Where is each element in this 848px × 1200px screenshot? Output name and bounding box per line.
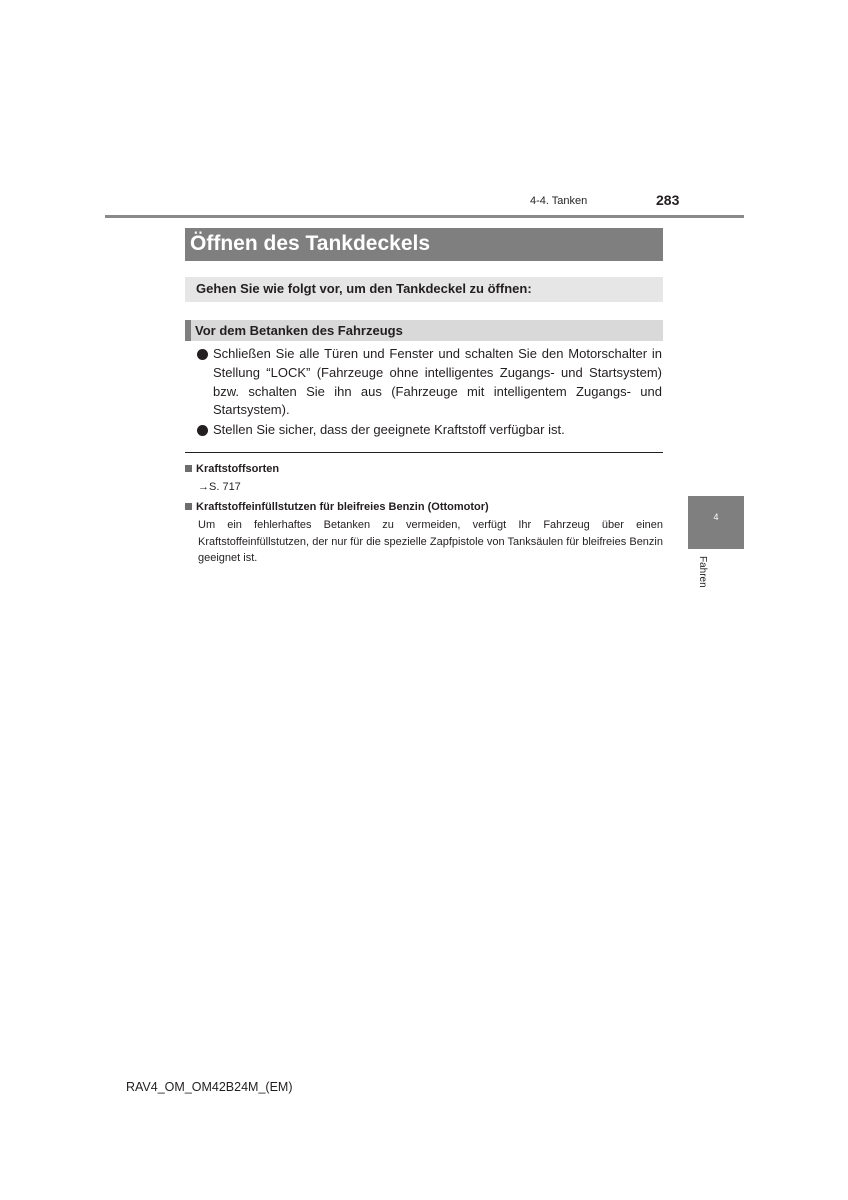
note-heading: Kraftstoffsorten bbox=[196, 463, 280, 475]
square-bullet-icon bbox=[185, 503, 192, 510]
arrow-icon: → bbox=[198, 481, 209, 493]
footer-code: RAV4_OM_OM42B24M_(EM) bbox=[126, 1080, 293, 1094]
chapter-label: Fahren bbox=[697, 556, 708, 588]
bullet-list bbox=[196, 345, 662, 441]
note-body: Um ein fehlerhaftes Betanken zu vermeiden, verfügt Ihr Fahrzeug über einen Kraftstoffeinfüllstutzen, der nur für die spezielle Zapfpistole von Tanksäulen für bleifreies Benzin geeignet ist. bbox=[198, 519, 663, 564]
subheading: Vor dem Betanken des Fahrzeugs bbox=[185, 320, 663, 341]
list-item bbox=[196, 421, 662, 440]
bullet-text: Schließen Sie alle Türen und Fenster und schalten Sie den Motorschalter in Stellung “LOCK” (Fahrzeuge ohne intelligentes Zugangs- und Startsystem) bzw. schalten Sie ihn aus (Fahrzeuge mit intelligentem Zugangs- und Startsystem). bbox=[213, 346, 662, 418]
separator-rule bbox=[185, 452, 663, 453]
header-rule bbox=[105, 215, 744, 218]
section-label: 4-4. Tanken bbox=[530, 195, 588, 207]
bullet-text: Stellen Sie sicher, dass der geeignete Kraftstoff verfügbar ist. bbox=[213, 422, 565, 438]
square-bullet-icon bbox=[185, 465, 192, 472]
list-item bbox=[196, 345, 662, 420]
chapter-number: 4 bbox=[713, 512, 719, 522]
page-reference-link[interactable]: S. 717 bbox=[209, 481, 241, 493]
intro-box: Gehen Sie wie folgt vor, um den Tankdeckel zu öffnen: bbox=[185, 277, 663, 302]
note-filler-neck bbox=[185, 500, 663, 567]
subheading-marker bbox=[185, 320, 191, 341]
note-heading: Kraftstoffeinfüllstutzen für bleifreies Benzin (Ottomotor) bbox=[196, 501, 489, 513]
chapter-tab bbox=[688, 496, 744, 549]
page-title: Öffnen des Tankdeckels bbox=[185, 228, 663, 261]
note-fuel-types bbox=[185, 462, 663, 496]
bullet-icon bbox=[197, 349, 208, 360]
bullet-icon bbox=[197, 425, 208, 436]
page-number: 283 bbox=[656, 192, 680, 208]
